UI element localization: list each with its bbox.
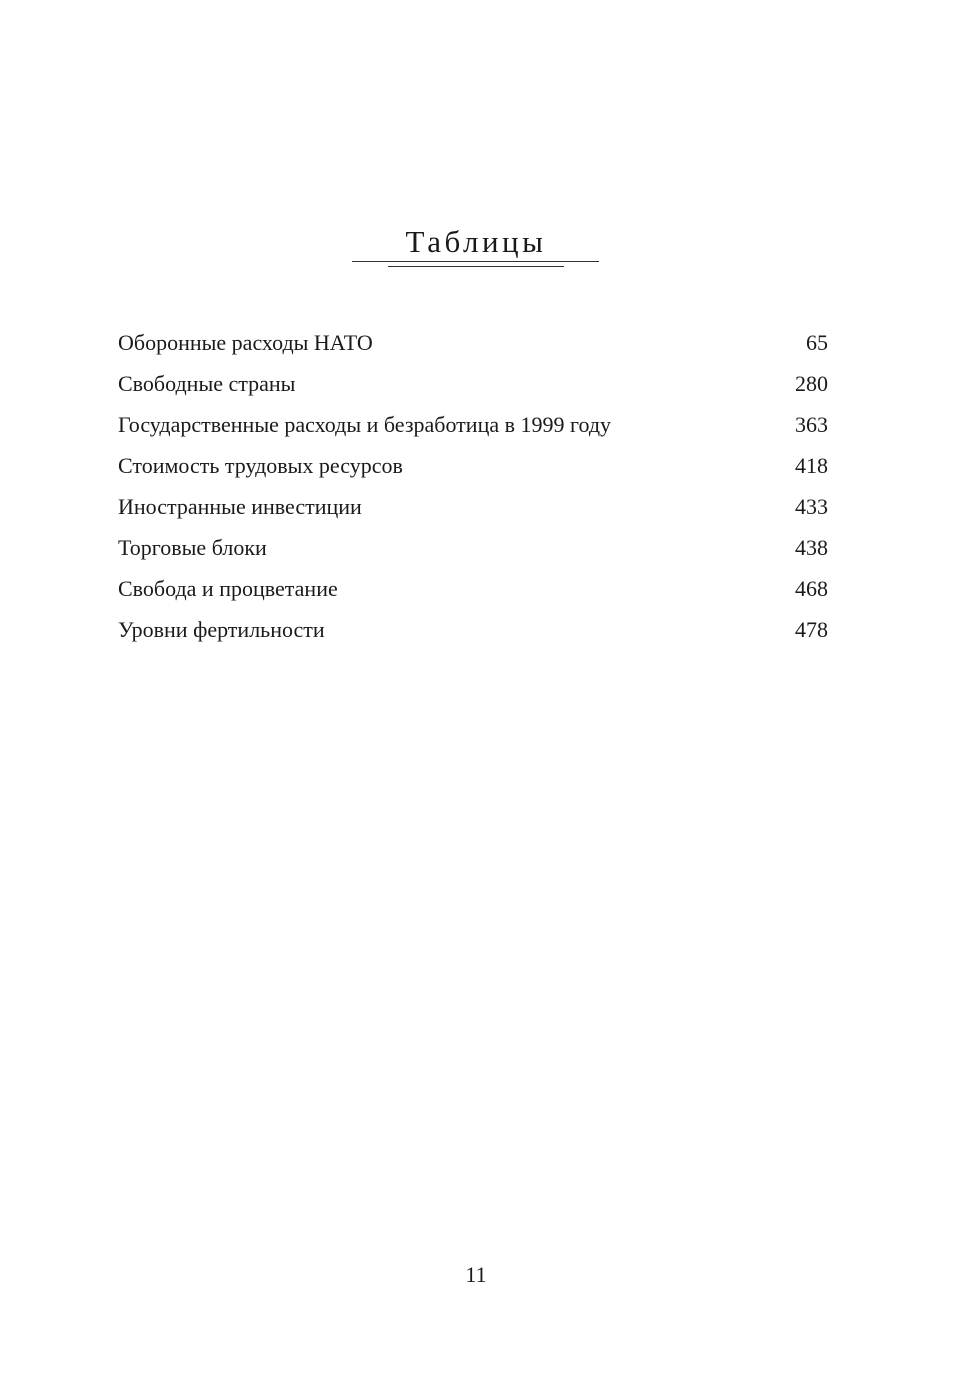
list-item — [118, 568, 828, 609]
list-item — [118, 322, 828, 363]
entry-page-number: 363 — [795, 412, 828, 437]
entry-title: Государственные расходы и безработица в 1999 году — [118, 412, 612, 437]
heading-rule-outer — [352, 261, 599, 262]
entry-page-number: 433 — [795, 494, 828, 519]
entry-page-number: 65 — [806, 330, 828, 355]
entry-title: Уровни фертильности — [118, 617, 325, 642]
entry-title: Свободные страны — [118, 371, 296, 396]
list-item — [118, 527, 828, 568]
entry-page-number: 280 — [795, 371, 828, 396]
entry-title: Оборонные расходы НАТО — [118, 330, 373, 355]
entry-page-number: 478 — [795, 617, 828, 642]
entry-page-number: 468 — [795, 576, 828, 601]
list-item — [118, 404, 828, 445]
list-item — [118, 609, 828, 650]
entry-page-number: 438 — [795, 535, 828, 560]
entry-title: Иностранные инвестиции — [118, 494, 362, 519]
list-item — [118, 363, 828, 404]
entry-title: Торговые блоки — [118, 535, 267, 560]
tables-list — [118, 322, 828, 650]
list-item — [118, 486, 828, 527]
entry-page-number: 418 — [795, 453, 828, 478]
page-number: 11 — [465, 1262, 487, 1287]
heading-rule-inner — [388, 266, 564, 267]
list-item — [118, 445, 828, 486]
entry-title: Стоимость трудовых ресурсов — [118, 453, 403, 478]
section-heading: Таблицы — [405, 224, 547, 259]
entry-title: Свобода и процветание — [118, 576, 338, 601]
